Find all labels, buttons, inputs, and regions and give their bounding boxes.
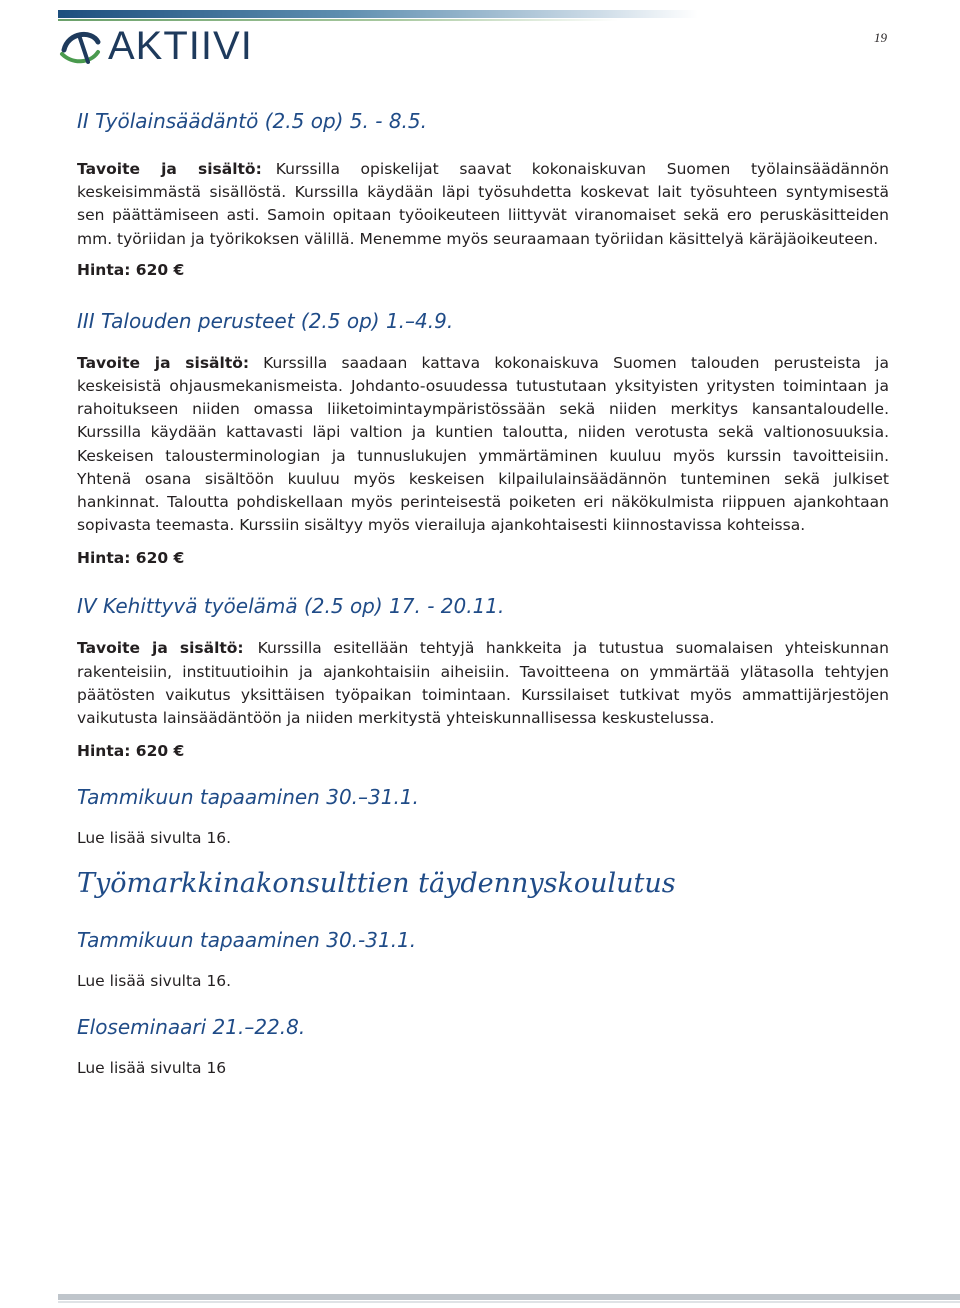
section-title: Tammikuun tapaaminen 30.-31.1. (77, 928, 417, 953)
description-text: Kurssilla saadaan kattava kokonaiskuva Suomen talouden perusteista ja keskeisistä ohjausmekanismeista. Johdanto-osuudessa tutustutaan yksityisten yritysten toimintaan ja rahoitukseen niiden omassa liiketoimintaympäristössään sekä niiden merkitys kansantaloudelle. Kurssilla käydään kattavasti läpi valtion ja kuntien taloutta, niiden verotusta sekä valtionosuuksia. Keskeisen talousterminologian ja tunnuslukujen ymmärtäminen kuuluu myös kurssin tavoitteisiin. Yhtenä osana sisältöön kuuluu myös keskeisen kilpailulainsäädännön tunteminen sekä julkiset hankinnat. Taloutta pohdiskellaan myös perinteisestä poiketen eri näkökulmista riippuen ajankohtaan sopivasta teemasta. Kurssiin sisältyy myös vierailuja ajankohtaisesti kiinnostavissa kohteissa. (77, 353, 889, 535)
description-label: Tavoite ja sisältö: (77, 639, 244, 658)
logo-swoosh-icon (58, 24, 102, 68)
read-more-text: Lue lisää sivulta 16. (77, 829, 232, 848)
section-description (77, 158, 889, 251)
logo-text: AKTIIVI (108, 24, 253, 68)
footer-bar (58, 1294, 960, 1300)
course-section-1 (77, 108, 889, 281)
section-description (77, 352, 889, 538)
section-description (77, 637, 889, 730)
aktiivi-logo (58, 24, 253, 68)
footer-bar-light (58, 1301, 960, 1303)
read-more-text: Lue lisää sivulta 16. (77, 972, 232, 991)
course-section-3 (77, 593, 889, 762)
description-text: Kurssilla opiskelijat saavat kokonaiskuvan Suomen työlainsäädännön keskeisimmästä sisällöstä. Kurssilla käydään läpi työsuhdetta koskevat lait työsuhteen syntymisestä sen päättämiseen asti. Samoin opitaan työoikeuteen liittyvät viranomaiset sekä ero peruskäsitteiden mm. työriidan ja työrikoksen välillä. Menemme myös seuraamaan työriidan käsittelyä käräjäoikeuteen. (77, 160, 889, 248)
section-title: Eloseminaari 21.–22.8. (77, 1015, 306, 1040)
section-title: III Talouden perusteet (2.5 op) 1.–4.9. (77, 308, 454, 333)
price: Hinta: 620 € (77, 742, 185, 761)
main-title: Työmarkkinakonsulttien täydennyskoulutus (77, 868, 676, 900)
page-header (0, 0, 960, 80)
section-title: IV Kehittyvä työelämä (2.5 op) 17. - 20.11. (77, 594, 505, 619)
description-label: Tavoite ja sisältö: (77, 353, 250, 372)
meeting-section-1 (77, 784, 889, 849)
read-more-text: Lue lisää sivulta 16 (77, 1059, 227, 1078)
description-text: Kurssilla esitellään tehtyjä hankkeita ja tutustua suomalaisen yhteiskunnan rakenteisiin, instituutioihin ja ajankohtaisiin aiheisiin. Tavoitteena on ymmärtää ylätasolla tehtyjen päätösten vaikutus yksittäisen työpaikan toimintaan. Kurssilaiset tutkivat myös ammattijärjestöjen vaikutusta lainsäädäntöön ja niiden merkitystä yhteiskunnallisessa keskustelussa. (77, 639, 889, 728)
price: Hinta: 620 € (77, 260, 185, 279)
page-content (77, 108, 889, 1079)
header-gradient-bar (58, 10, 698, 18)
price: Hinta: 620 € (77, 549, 185, 568)
meeting-section-2 (77, 927, 889, 992)
seminar-section (77, 1014, 889, 1079)
page-number: 19 (874, 30, 887, 45)
header-accent-bar (58, 19, 618, 21)
section-title: Tammikuun tapaaminen 30.–31.1. (77, 785, 419, 810)
course-section-2 (77, 308, 889, 570)
section-title: II Työlainsäädäntö (2.5 op) 5. - 8.5. (77, 109, 427, 133)
description-label: Tavoite ja sisältö: (77, 160, 262, 178)
